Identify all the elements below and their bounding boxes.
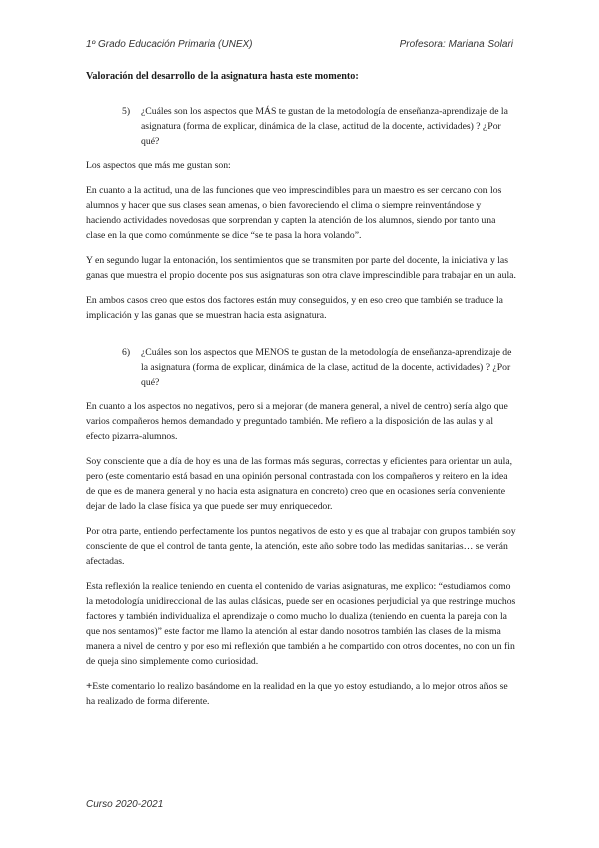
answer-5-paragraph-2: Y en segundo lugar la entonación, los sentimientos que se transmiten por parte del docente, la iniciativa y las ganas que muestra el propio docente pos sus asignaturas son otra clave imprescindible para trabajar en un aula.	[86, 255, 516, 281]
answer-5-intro: Los aspectos que más me gustan son:	[86, 160, 231, 171]
answer-6-paragraph-4: Esta reflexión la realice teniendo en cuenta el contenido de varias asignaturas, me explico: “estudiamos como la metodología unidireccional de las aulas clásicas, puede ser en ocasiones perjudicial ya que restringe muchos factores y también individualiza el aprendizaje o como mucho lo dualiza (teniendo en cuenta la pareja con la que nos sentamos)” este factor me llamo la atención al estar dando nosotros también las clases de la misma manera a nivel de centro y por eso mi reflexión que también a he compartido con otros docentes, no con un fin de queja sino simplemente como curiosidad.	[86, 581, 516, 667]
answer-5-paragraph-1: En cuanto a la actitud, una de las funciones que veo imprescindibles para un maestro es ser cercano con los alumnos y hacer que sus clases sean amenas, o bien favoreciendo el clima o siempre reinventándose y haciendo actividades novedosas que sorprendan y capten la atención de los alumnos, siendo por tanto una clase en la que como comúnmente se dice “se te pasa la hora volando”.	[86, 185, 502, 241]
answer-6-paragraph-2: Soy consciente que a día de hoy es una de las formas más seguras, correctas y eficientes para orientar un aula, pero (este comentario está basad en una opinión personal contrastada con los compañeros y reitero en la idea de que es de manera general y no hacia esta asignatura en concreto) creo que en ocasiones sería conveniente dejar de lado la clase física ya que puede ser muy enriquecedor.	[86, 456, 513, 512]
answer-6-paragraph-1: En cuanto a los aspectos no negativos, pero si a mejorar (de manera general, a nivel de centro) sería algo que varios compañeros hemos demandado y preguntado también. Me refiero a la disposición de las aulas y al efecto pizarra-alumnos.	[86, 401, 508, 442]
footnote-text: Este comentario lo realizo basándome en la realidad en la que yo estoy estudiando, a lo mejor otros años se ha realizado de forma diferente.	[86, 681, 508, 707]
question-5	[86, 104, 516, 149]
document-body	[86, 71, 516, 719]
section-title: Valoración del desarrollo de la asignatura hasta este momento:	[86, 71, 359, 82]
question-5-number: 5)	[122, 106, 131, 117]
header-course: 1º Grado Educación Primaria (UNEX)	[86, 39, 253, 50]
question-5-text: ¿Cuáles son los aspectos que MÁS te gustan de la metodología de enseñanza-aprendizaje de la asignatura (forma de explicar, dinámica de la clase, actitud de la docente, actividades) ? ¿Por qué?	[141, 106, 508, 147]
header-teacher: Profesora: Mariana Solari	[399, 39, 513, 50]
plus-symbol: +	[86, 680, 93, 692]
question-6	[86, 345, 516, 390]
question-6-number: 6)	[122, 347, 131, 358]
answer-6-paragraph-3: Por otra parte, entiendo perfectamente los puntos negativos de esto y es que al trabajar con grupos también soy consciente de que el control de tanta gente, la atención, este año sobre todo las medidas sanitarias… se verán afectadas.	[86, 526, 516, 567]
footnote-comment	[86, 679, 516, 709]
answer-5-paragraph-3: En ambos casos creo que estos dos factores están muy conseguidos, y en eso creo que también se traduce la implicación y las ganas que se muestran hacia esta asignatura.	[86, 295, 503, 321]
question-6-text: ¿Cuáles son los aspectos que MENOS te gustan de la metodología de enseñanza-aprendizaje de la asignatura (forma de explicar, dinámica de la clase, actitud de la docente, actividades) ? ¿Por qué?	[141, 347, 512, 388]
footer-course-year: Curso 2020-2021	[86, 799, 164, 810]
